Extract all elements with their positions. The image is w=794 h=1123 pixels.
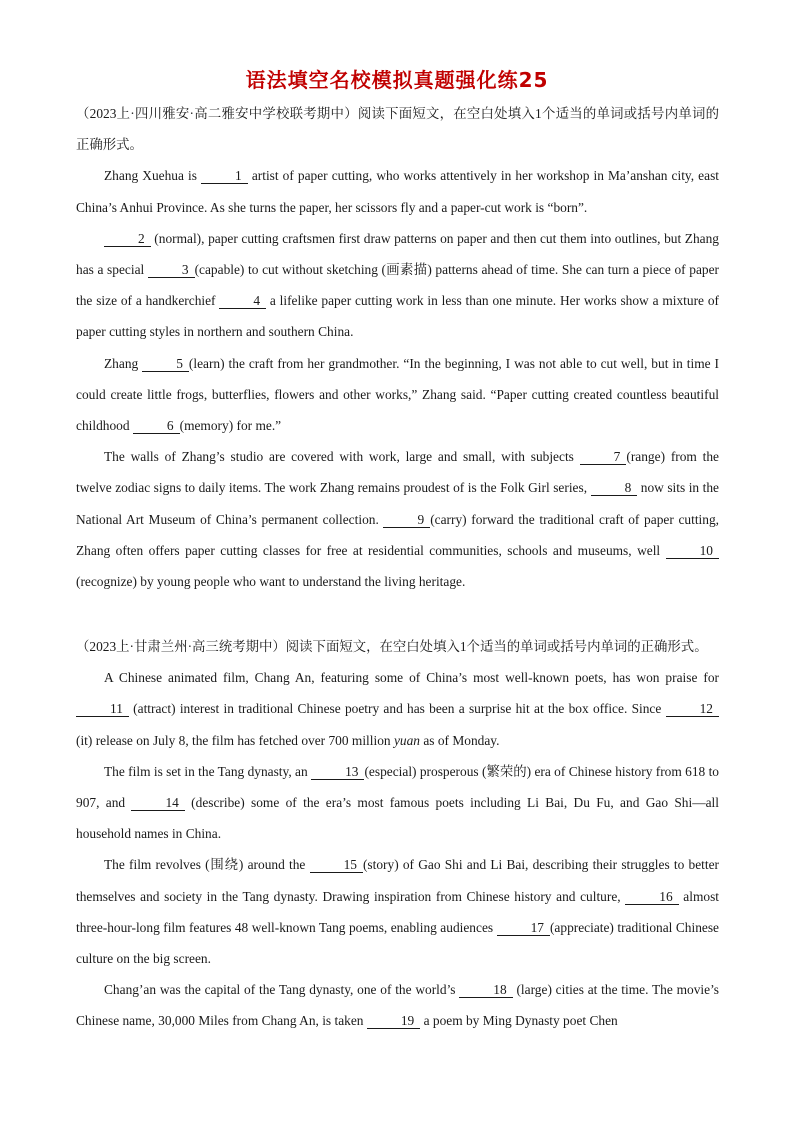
answer-blank: 14 [131, 796, 184, 811]
passage-text: (normal), paper cutting craftsmen first draw patterns on paper and then cut them into outlines, but Zhang has a special [76, 230, 719, 278]
passage-text: (it) release on July 8, the film has fetched over 700 million [76, 732, 394, 748]
passage-paragraph [76, 348, 719, 442]
passage-text: Zhang [104, 355, 143, 371]
passage-text: (especial) prosperous (繁荣的) era of Chinese history from 618 to 907, and [76, 763, 719, 811]
answer-blank: 7 [580, 450, 627, 465]
answer-blank: 6 [133, 419, 180, 434]
answer-blank: 18 [459, 983, 512, 998]
answer-blank: 9 [383, 513, 430, 528]
answer-blank: 15 [310, 858, 363, 873]
passage-text: (attract) interest in traditional Chinese poetry and has been a surprise hit at the box office. Since [128, 701, 666, 717]
answer-blank: 17 [497, 921, 550, 936]
passage-text: (story) of Gao Shi and Li Bai, describing their struggles to better themselves and society in the Tang dynasty. Drawing inspiration from Chinese history and culture, [76, 857, 719, 904]
passage-text: artist of paper cutting, who works attentively in her workshop in Ma’anshan city, east China’s Anhui Province. As she turns the paper, her scissors fly and a paper-cut work is “born”. [76, 168, 719, 215]
passage-text: as of Monday. [419, 732, 500, 748]
passage-text: (carry) forward the traditional craft of paper cutting, Zhang often offers paper cutting classes for free at residential communities, schools and museums, well [76, 511, 719, 558]
passage-paragraph [76, 441, 719, 597]
answer-blank: 3 [148, 263, 195, 278]
section-source: （2023上·四川雅安·高二雅安中学校联考期中）阅读下面短文，在空白处填入1个适当的单词或括号内单词的正确形式。 [76, 106, 719, 153]
passage-paragraph [76, 756, 719, 850]
answer-blank: 19 [367, 1014, 420, 1029]
passage-body [76, 160, 719, 597]
page-title: 语法填空名校模拟真题强化练25 [245, 68, 549, 92]
answer-blank: 12 [666, 702, 719, 717]
passage-paragraph [76, 974, 719, 1036]
passage-section [76, 631, 719, 1037]
answer-blank: 8 [591, 481, 638, 496]
answer-blank: 13 [311, 765, 364, 780]
passage-text: a lifelike paper cutting work in less than one minute. Her works show a mixture of paper cutting styles in northern and southern China. [76, 293, 719, 340]
passage-text: Zhang Xuehua is [104, 168, 202, 184]
passage-text: almost three-hour-long film features 48 well-known Tang poems, enabling audiences [76, 888, 719, 935]
passage-text: (range) from the twelve zodiac signs to daily items. The work Zhang remains proudest of is the Folk Girl series, [76, 449, 719, 496]
passage-text: (appreciate) traditional Chinese culture on the big screen. [76, 919, 720, 967]
passage-text: The walls of Zhang’s studio are covered with work, large and small, with subjects [104, 449, 580, 465]
passage-text: The film revolves (围绕) around the [104, 857, 310, 873]
passage-text: The film is set in the Tang dynasty, an [104, 763, 312, 779]
passage-paragraph [76, 849, 719, 974]
passage-text: (large) cities at the time. The movie’s Chinese name, 30,000 Miles from Chang An, is taken [76, 982, 719, 1029]
section-source: （2023上·甘肃兰州·高三统考期中）阅读下面短文，在空白处填入1个适当的单词或括号内单词的正确形式。 [76, 639, 708, 654]
passage-text: (recognize) by young people who want to understand the living heritage. [76, 574, 466, 590]
answer-blank: 2 [104, 232, 151, 247]
passage-paragraph [76, 160, 719, 222]
passage-text: (describe) some of the era’s most famous poets including Li Bai, Du Fu, and Gao Shi—all household names in China. [76, 795, 720, 842]
passage-text: (capable) to cut without sketching (画素描) patterns ahead of time. She can turn a piece of paper the size of a handkerchief [76, 262, 719, 309]
passage-text: (learn) the craft from her grandmother. “In the beginning, I was not able to cut well, but in time I could create little frogs, butterflies, flowers and other works,” Zhang said. “Paper cutting created countless beautiful childhood [76, 355, 719, 434]
passage-body [76, 662, 719, 1036]
passage-text: now sits in the National Art Museum of China’s permanent collection. [76, 480, 719, 527]
passage-paragraph [76, 223, 719, 348]
passage-text: (memory) for me.” [179, 418, 282, 434]
passage-text: Chang’an was the capital of the Tang dynasty, one of the world’s [104, 982, 460, 998]
answer-blank: 16 [625, 890, 678, 905]
passage-paragraph [76, 662, 719, 756]
passage-section [76, 98, 719, 597]
answer-blank: 4 [219, 294, 266, 309]
answer-blank: 5 [142, 357, 189, 372]
answer-blank: 10 [666, 544, 719, 559]
passage-text: A Chinese animated film, Chang An, featuring some of China’s most well-known poets, has won praise for [104, 670, 719, 686]
answer-blank: 11 [76, 702, 129, 717]
passage-text: a poem by Ming Dynasty poet Chen [420, 1013, 618, 1029]
answer-blank: 1 [201, 169, 248, 184]
italic-text: yuan [393, 732, 420, 748]
